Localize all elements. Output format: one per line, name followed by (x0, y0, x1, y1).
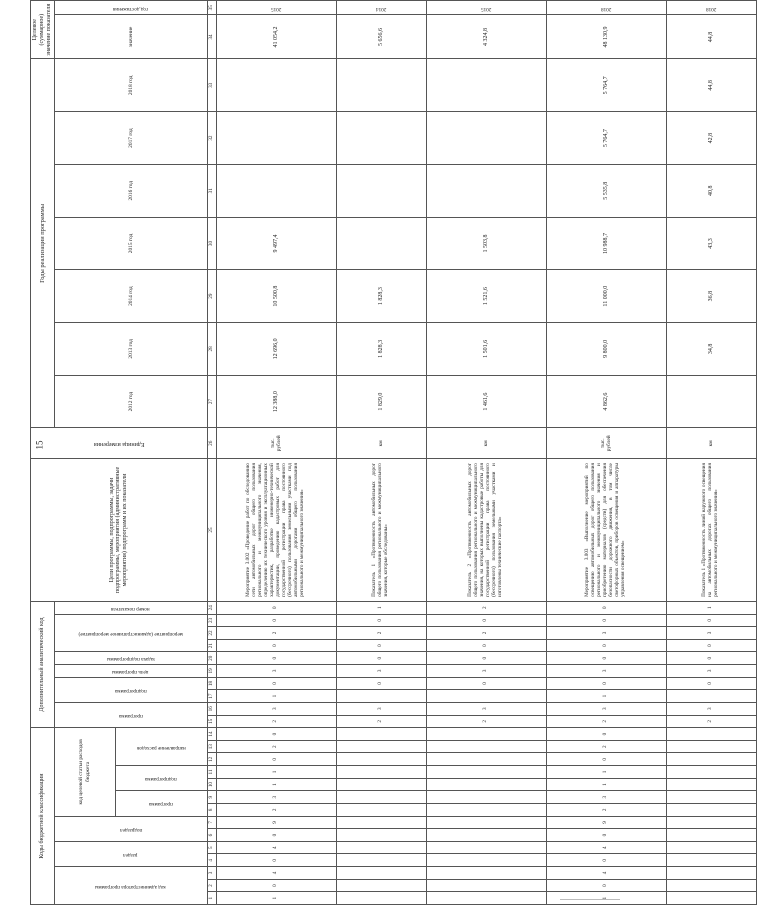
code-cell: 3 (546, 627, 666, 640)
code-cell: 3 (546, 665, 666, 678)
target-year-cell (216, 1, 336, 15)
target-year-text: 2014 (375, 5, 387, 12)
code-cell (666, 804, 756, 817)
code-cell (666, 854, 756, 867)
code-cell: 9 (216, 816, 336, 829)
code-cell: 0 (216, 677, 336, 690)
column-number: 31 (207, 164, 216, 217)
code-cell: 0 (546, 829, 666, 842)
code-cell: 0 (666, 639, 756, 652)
program-table (30, 0, 757, 905)
hdr-podprogramma-cell (115, 766, 207, 791)
hdr-2017: 2017 год (127, 128, 134, 148)
code-cell (666, 753, 756, 766)
column-number: 25 (207, 459, 216, 602)
code-cell (426, 892, 546, 905)
code-cell (426, 854, 546, 867)
goal-name-cell: Мероприятие 3.003 «Выполнение мероприятий по освещению автомобильных дорог общего пользования регионального и межмуниципального значения и приобретению материалов (средств) для обеспечения безопасности дорожного движения, в том числе светофорных объектов, приборов освещения и аппаратуры управления освещением» (546, 459, 666, 602)
hdr-2013: 2013 год (127, 339, 134, 359)
year-value-cell: 11 000,0 (546, 270, 666, 323)
year-value-cell: 5 764,7 (546, 59, 666, 112)
code-cell (666, 690, 756, 703)
code-cell: 9 (546, 816, 666, 829)
year-value-cell: 1 461,6 (426, 375, 546, 428)
code-cell: 0 (666, 652, 756, 665)
code-cell: 0 (336, 614, 426, 627)
target-value-cell: 48 130,9 (546, 15, 666, 59)
column-number: 13 (207, 740, 216, 753)
unit-cell: км (336, 428, 426, 459)
goal-name-cell: Мероприятие 3.002 «Проведение работ по обследованию сети автомобильных дорог общего пользования регионального и межмуниципального значения, определению их технического уровня и эксплуатационных характеристик, разработке инженерно-технической документации, проведению кадастровых работ для государственной регистрации права постоянного (бессрочного) пользования земельными участками под автомобильными дорогами общего пользования регионального и межмуниципального значения» (216, 459, 336, 602)
unit-cell: км (426, 428, 546, 459)
target-value-cell: 5 656,6 (336, 15, 426, 59)
code-cell (666, 766, 756, 779)
target-year-text: 2015 (480, 5, 492, 12)
code-cell (426, 829, 546, 842)
code-cell: 0 (426, 614, 546, 627)
column-number: 28 (207, 323, 216, 376)
code-cell: 3 (336, 702, 426, 715)
year-value-cell: 12 696,0 (216, 323, 336, 376)
hdr-a-pokazatel: номер показателя (111, 605, 150, 612)
column-number: 19 (207, 665, 216, 678)
header-unit-cell (31, 428, 208, 459)
hdr-napravlenie-cell (115, 728, 207, 766)
column-number: 34 (207, 15, 216, 59)
hdr-2018: 2018 год (127, 75, 134, 96)
code-cell (666, 892, 756, 905)
code-cell: 0 (546, 854, 666, 867)
code-cell: 1 (546, 778, 666, 791)
code-cell: 3 (666, 665, 756, 678)
header-budget-codes: Коды бюджетной классификации (31, 728, 55, 905)
year-value-cell: 1 828,3 (336, 270, 426, 323)
code-cell: 0 (426, 639, 546, 652)
code-cell: 2 (546, 715, 666, 728)
year-value-cell: 40,8 (666, 164, 756, 217)
code-cell (336, 841, 426, 854)
code-cell (666, 841, 756, 854)
code-cell: 3 (546, 702, 666, 715)
hdr-2016: 2016 год (127, 181, 134, 201)
column-number: 7 (207, 816, 216, 829)
column-number: 9 (207, 791, 216, 804)
target-value-cell: 4 324,8 (426, 15, 546, 59)
code-cell (426, 867, 546, 880)
code-cell (666, 867, 756, 880)
code-cell: 3 (666, 702, 756, 715)
column-number: 21 (207, 639, 216, 652)
hdr-target-year-cell (54, 1, 207, 15)
code-cell: 0 (546, 753, 666, 766)
hdr-target-value: значение (54, 15, 207, 59)
year-value-cell: 43,3 (666, 217, 756, 270)
code-cell: 0 (216, 753, 336, 766)
code-cell: 2 (426, 627, 546, 640)
hdr-csr: код целевой статьи расходов бюджета (54, 728, 115, 816)
column-number: 5 (207, 841, 216, 854)
table-row (216, 1, 336, 905)
hdr-2014-cell (54, 270, 207, 323)
code-cell: 4 (546, 867, 666, 880)
target-value-cell: 44,8 (666, 15, 756, 59)
column-number-row (207, 1, 216, 905)
code-cell: 2 (336, 715, 426, 728)
year-value-cell: 9 800,0 (546, 323, 666, 376)
code-cell: 2 (216, 627, 336, 640)
target-year-cell (426, 1, 546, 15)
code-cell (336, 753, 426, 766)
code-cell: 2 (336, 627, 426, 640)
hdr-podrazdel: подраздел (119, 826, 142, 833)
code-cell (666, 791, 756, 804)
code-cell: 1 (546, 892, 666, 905)
code-cell: 0 (666, 677, 756, 690)
hdr-2015: 2015 год (127, 233, 134, 254)
code-cell: 0 (216, 639, 336, 652)
code-cell: 2 (426, 715, 546, 728)
code-cell: 0 (666, 614, 756, 627)
header-row-1 (31, 1, 55, 905)
year-value-cell: 1 501,6 (426, 323, 546, 376)
rotated-table-sheet (30, 0, 720, 905)
year-value-cell (336, 164, 426, 217)
code-cell (426, 791, 546, 804)
code-cell (336, 766, 426, 779)
hdr-a-cel: цель программы (112, 668, 149, 675)
hdr-target-year: год достижения (113, 5, 149, 12)
header-analytic-codes: Дополнительный аналитический код (31, 601, 55, 727)
code-cell: 0 (216, 652, 336, 665)
code-cell: 3 (426, 665, 546, 678)
code-cell (666, 816, 756, 829)
column-number: 11 (207, 766, 216, 779)
code-cell (666, 879, 756, 892)
column-number: 30 (207, 217, 216, 270)
code-cell (426, 728, 546, 741)
hdr-programma: программа (149, 801, 174, 808)
code-cell (426, 753, 546, 766)
hdr-2013-cell (54, 323, 207, 376)
hdr-2014: 2014 год (127, 286, 134, 306)
code-cell (336, 867, 426, 880)
code-cell: 2 (216, 740, 336, 753)
code-cell (426, 841, 546, 854)
page-number: 15 (34, 440, 45, 450)
code-cell (336, 879, 426, 892)
year-value-cell: 9 497,4 (216, 217, 336, 270)
code-cell: 1 (216, 690, 336, 703)
code-cell: 3 (336, 665, 426, 678)
hdr-a-zadacha-cell (54, 652, 207, 665)
column-number: 23 (207, 614, 216, 627)
code-cell (666, 728, 756, 741)
code-cell: 3 (216, 702, 336, 715)
code-cell: 2 (216, 804, 336, 817)
unit-cell: км (666, 428, 756, 459)
code-cell: 4 (216, 867, 336, 880)
table-row (336, 1, 426, 905)
hdr-2016-cell (54, 164, 207, 217)
goal-name-cell: Показатель 2 «Протяженность автомобильных дорог общего пользования регионального и межмуниципального значения, на которых выполнены кадастровые работы для государственной регистрации права постоянного (бессрочного) пользования земельными участками и изготовлены технические паспорта» (426, 459, 546, 602)
code-cell: 3 (216, 665, 336, 678)
hdr-a-podprogramma: подпрограмма (114, 687, 147, 694)
hdr-admin-cell (54, 867, 207, 905)
header-unit: Единица измерения (93, 440, 145, 447)
table-row (546, 1, 666, 905)
goal-name-cell: Показатель 1 «Протяженность линий наружного освещения на автомобильных дорогах общего пользования регионального и межмуниципального значения» (666, 459, 756, 602)
code-cell: 1 (216, 892, 336, 905)
hdr-a-pokaz-cell (54, 601, 207, 614)
column-number: 32 (207, 112, 216, 165)
column-number: 27 (207, 375, 216, 428)
code-cell (336, 690, 426, 703)
year-value-cell (426, 59, 546, 112)
column-number: 33 (207, 59, 216, 112)
header-target: Целевое (суммарное) значение показателя (31, 1, 55, 59)
year-value-cell: 42,8 (666, 112, 756, 165)
year-value-cell: 10 988,7 (546, 217, 666, 270)
code-cell: 0 (426, 677, 546, 690)
year-value-cell: 4 862,6 (546, 375, 666, 428)
year-value-cell: 1 503,8 (426, 217, 546, 270)
code-cell: 0 (426, 652, 546, 665)
code-cell (426, 816, 546, 829)
code-cell: 1 (546, 766, 666, 779)
column-number: 3 (207, 867, 216, 880)
year-value-cell: 44,8 (666, 59, 756, 112)
code-cell (336, 829, 426, 842)
year-value-cell: 34,8 (666, 323, 756, 376)
target-year-cell (336, 1, 426, 15)
code-cell: 1 (546, 690, 666, 703)
hdr-napravlenie: направление расходов (136, 744, 186, 751)
hdr-a-meropriyatie: мероприятие (административное мероприятие) (78, 630, 183, 637)
hdr-2012-cell (54, 375, 207, 428)
code-cell: 2 (666, 715, 756, 728)
code-cell: 0 (336, 677, 426, 690)
column-number: 29 (207, 270, 216, 323)
code-cell (666, 829, 756, 842)
code-cell: 0 (546, 614, 666, 627)
code-cell: 1 (216, 778, 336, 791)
code-cell: 0 (336, 652, 426, 665)
code-cell: 0 (546, 677, 666, 690)
table-row (426, 1, 546, 905)
unit-cell: тыс. рублей (546, 428, 666, 459)
target-value-cell: 41 054,2 (216, 15, 336, 59)
year-value-cell: 1 828,3 (336, 323, 426, 376)
year-value-cell (336, 112, 426, 165)
code-cell (336, 804, 426, 817)
code-cell: 2 (426, 601, 546, 614)
code-cell: 0 (216, 614, 336, 627)
year-value-cell (336, 217, 426, 270)
column-number: 16 (207, 702, 216, 715)
year-value-cell (216, 59, 336, 112)
code-cell: 0 (546, 601, 666, 614)
code-cell (336, 791, 426, 804)
code-cell (336, 816, 426, 829)
code-cell: 0 (546, 639, 666, 652)
code-cell (426, 740, 546, 753)
code-cell (336, 778, 426, 791)
code-cell: 3 (216, 791, 336, 804)
column-number: 26 (207, 428, 216, 459)
hdr-a-merop-cell (54, 614, 207, 652)
column-number: 20 (207, 652, 216, 665)
year-value-cell: 5 535,8 (546, 164, 666, 217)
code-cell: 3 (546, 791, 666, 804)
column-number: 4 (207, 854, 216, 867)
column-number: 24 (207, 601, 216, 614)
hdr-a-cel-cell (54, 665, 207, 678)
year-value-cell: 1 829,0 (336, 375, 426, 428)
code-cell (426, 879, 546, 892)
column-number: 8 (207, 804, 216, 817)
goal-name-cell: Показатель 1 «Протяженность автомобильных дорог общего пользования регионального и межмуниципального значения, которые обследованы» (336, 459, 426, 602)
code-cell: 1 (336, 601, 426, 614)
code-cell: 3 (426, 702, 546, 715)
target-year-text: 2015 (270, 5, 282, 12)
hdr-a-programma: программа (118, 713, 143, 720)
target-year-text: 2018 (600, 5, 612, 12)
code-cell: 0 (216, 601, 336, 614)
code-cell (426, 778, 546, 791)
code-cell: 0 (546, 879, 666, 892)
hdr-razdel-cell (54, 841, 207, 866)
unit-cell: тыс. рублей (216, 428, 336, 459)
year-value-cell: 5 764,7 (546, 112, 666, 165)
code-cell (426, 690, 546, 703)
code-cell: 2 (546, 740, 666, 753)
hdr-podrazdel-cell (54, 816, 207, 841)
hdr-a-prog-cell (54, 702, 207, 727)
hdr-2015-cell (54, 217, 207, 270)
code-cell (336, 892, 426, 905)
year-value-cell (666, 375, 756, 428)
hdr-2018-cell (54, 59, 207, 112)
year-value-cell: 1 521,6 (426, 270, 546, 323)
code-cell: 1 (216, 766, 336, 779)
column-number: 1 (207, 892, 216, 905)
column-number: 18 (207, 677, 216, 690)
code-cell (336, 740, 426, 753)
code-cell: 0 (216, 879, 336, 892)
year-value-cell (426, 164, 546, 217)
code-cell: 0 (216, 829, 336, 842)
column-number: 10 (207, 778, 216, 791)
code-cell (666, 778, 756, 791)
code-cell: 0 (216, 854, 336, 867)
column-number: 12 (207, 753, 216, 766)
hdr-razdel: раздел (123, 851, 138, 858)
code-cell: 4 (216, 841, 336, 854)
header-years: Годы реализации программы (31, 59, 55, 428)
code-cell (336, 728, 426, 741)
code-cell (426, 804, 546, 817)
target-year-cell (546, 1, 666, 15)
year-value-cell (216, 112, 336, 165)
hdr-2012: 2012 год (127, 391, 134, 412)
hdr-podprogramma: подпрограмма (145, 776, 178, 783)
target-year-cell (666, 1, 756, 15)
year-value-cell: 36,8 (666, 270, 756, 323)
hdr-2017-cell (54, 112, 207, 165)
code-cell: 3 (666, 627, 756, 640)
header-goals: Цели программы, подпрограммы, задачи подпрограммы, мероприятия (административные мероприятия) подпрограмм и их показатели (31, 459, 208, 602)
column-number: 35 (207, 1, 216, 15)
column-number: 15 (207, 715, 216, 728)
code-cell: 0 (546, 652, 666, 665)
code-cell (426, 766, 546, 779)
column-number: 22 (207, 627, 216, 640)
column-number: 14 (207, 728, 216, 741)
code-cell: 4 (546, 841, 666, 854)
code-cell: 2 (546, 804, 666, 817)
hdr-admin: код администратора программы (95, 883, 166, 890)
code-cell (666, 740, 756, 753)
code-cell: 0 (336, 639, 426, 652)
code-cell (336, 854, 426, 867)
code-cell: 0 (546, 728, 666, 741)
hdr-programma-cell (115, 791, 207, 816)
column-number: 6 (207, 829, 216, 842)
year-value-cell: 10 500,8 (216, 270, 336, 323)
year-value-cell (216, 164, 336, 217)
table-row (666, 1, 756, 905)
column-number: 17 (207, 690, 216, 703)
year-value-cell (426, 112, 546, 165)
hdr-a-podprog-cell (54, 677, 207, 702)
target-year-text: 2018 (705, 5, 717, 12)
hdr-a-zadacha: задача подпрограммы (106, 656, 155, 663)
year-value-cell: 12 388,0 (216, 375, 336, 428)
code-cell: 2 (216, 715, 336, 728)
code-cell: 1 (666, 601, 756, 614)
column-number: 2 (207, 879, 216, 892)
code-cell: 0 (216, 728, 336, 741)
year-value-cell (336, 59, 426, 112)
